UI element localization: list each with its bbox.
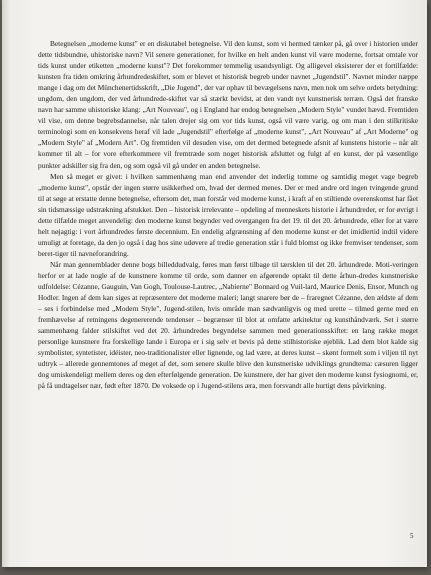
page-spine-shadow xyxy=(2,0,10,567)
book-page xyxy=(2,0,427,567)
paragraph-3: Når man gennemblader denne bogs billeddudvalg, føres man først tilbage til tærsklen til det 20. århundrede. Moti-veringen herfor er at lade nogle af de kunstnere komme til orde, som danner en afgørende optakt til dette århun-dredes kunstneriske udfoldelse: Cézanne, Gauguin, Van Gogh, Toulouse-Lautrec, „Nabierne" Bonnard og Vuil-lard, Maurice Denis, Ensor, Munch og Hodler. Ingen af dem kan siges at repræsentere det moderne maleri; langt snarere bør de – fraregnet Cézanne, den ældste af dem – ses i forbindelse med „Modern Style", Jugend-stilen, hvis område man sædvanligvis og med urette – tilmed gerne med en fremhævelse af retningens degenererende tendenser – begrænser til blot at omfatte arkitektur og kunsthåndværk. Set i større sammenhæng falder stilskiftet ved det 20. århundredes begyndelse sammen med generationsskiftet: en lang række meget personlige kunstnere fra forskellige lande i Europa er i sig selv et bevis på dette stilhistoriske øjeblik. Lad dem blot kalde sig symbolister, syntetister, idéister, neo-traditionalister eller lignende, og lad være, at deres kunst – skønt formelt som i viljen til nyt udtryk – allerede gennemtones af meget af det, som senere skulle blive den kunstneriske udviklings grundtema: cæsuren ligger dog umiskendeligt mellem deres og den efterfølgende generation. De kunstnere, der har givet den moderne kunst fysiognomi, er, på få undtagelser nær, født efter 1870. De voksede op i Jugend-stilens æra, men forsvandt alle hurtigt dens påvirkning. xyxy=(38,259,418,391)
paragraph-1: Betegnelsen „moderne kunst" er en diskutabel betegnelse. Vil den kunst, som vi hermed tænker på, gå over i historien under dette tidsbundne, uhistoriske navn? Vil senere generationer, for hvilke en helt anden kunst vil være moderne, fortsat omtale vor tids kunst under etiketten „moderne kunst"? Det forekommer temmelig usandsynligt. Og alligevel eksisterer der et fortilfælde: kunsten fra tiden omkring århundredeskiftet, som er blevet et historisk begreb under navnet „Jugendstil". Navnet minder næppe mange i dag om det Münchenertidsskrift, „Die Jugend", der var ophav til bevægelsens navn, men nok om selve ordets betydning: ungdom, den ungdom, der ved århundrede-skiftet var så stærkt bevidst, at den vandt nyt kunstnerisk terræn. Også det franske navn har samme uhistoriske klang: „Art Nouveau", og i England har endog betegnelsen „Modern Style" vundet hævd. Fremtiden vil vise, om denne begrebsdannelse, når talen drejer sig om vor tids kunst, også vil være varig, og om man i den stilkritiske terminologi som en konsekvens heraf vil lade „Jugendstil" efterfølge af „moderne kunst", „Art Nouveau" af „Art Moderne" og „Modern Style" af „Modern Art". Og fremtiden vil desuden vise, om det dermed betegnede afsnit af kunstens historie – når alt kommer til alt – for vore efterkommere vil fremtræde som noget historisk afsluttet og fulgt af en kunst, der på væsentlige punkter adskiller sig fra den, og som også vil gå under en anden betegnelse. xyxy=(38,39,418,170)
page-number: 5 xyxy=(410,532,414,540)
paragraph-2: Men så meget er givet: i hvilken sammenhæng man end anvender det inderlig tomme og samtidig meget vage begreb „moderne kunst", opstår der ingen større usikkerhed om, hvad der dermed menes. Der er med andre ord ingen tvingende grund til at søge at erstatte denne betegnelse, eftersom det, man forstår ved moderne kunst, i kraft af en stiltiende overenskomst har fået sin tidsmæssige udstrækning afstukket. Den – historisk irrelevante – opdeling af menneskets historie i århundreder, er for øvrigt i dette tilfælde meget anvendelig: den moderne kunst begynder ved overgangen fra det 19. til det 20. århundrede, eller for at være helt nøjagtig: i vort århundredes første decennium. En endelig afgrænsning af den moderne kunst er det imidlertid indtil videre umuligt at foretage, da den jo også i dag hos sine udøvere af tredie generation står i fuld blomst og ikke fremviser tendenser, som beret-tiger til navneforandring. xyxy=(38,171,418,258)
body-text xyxy=(38,38,418,392)
